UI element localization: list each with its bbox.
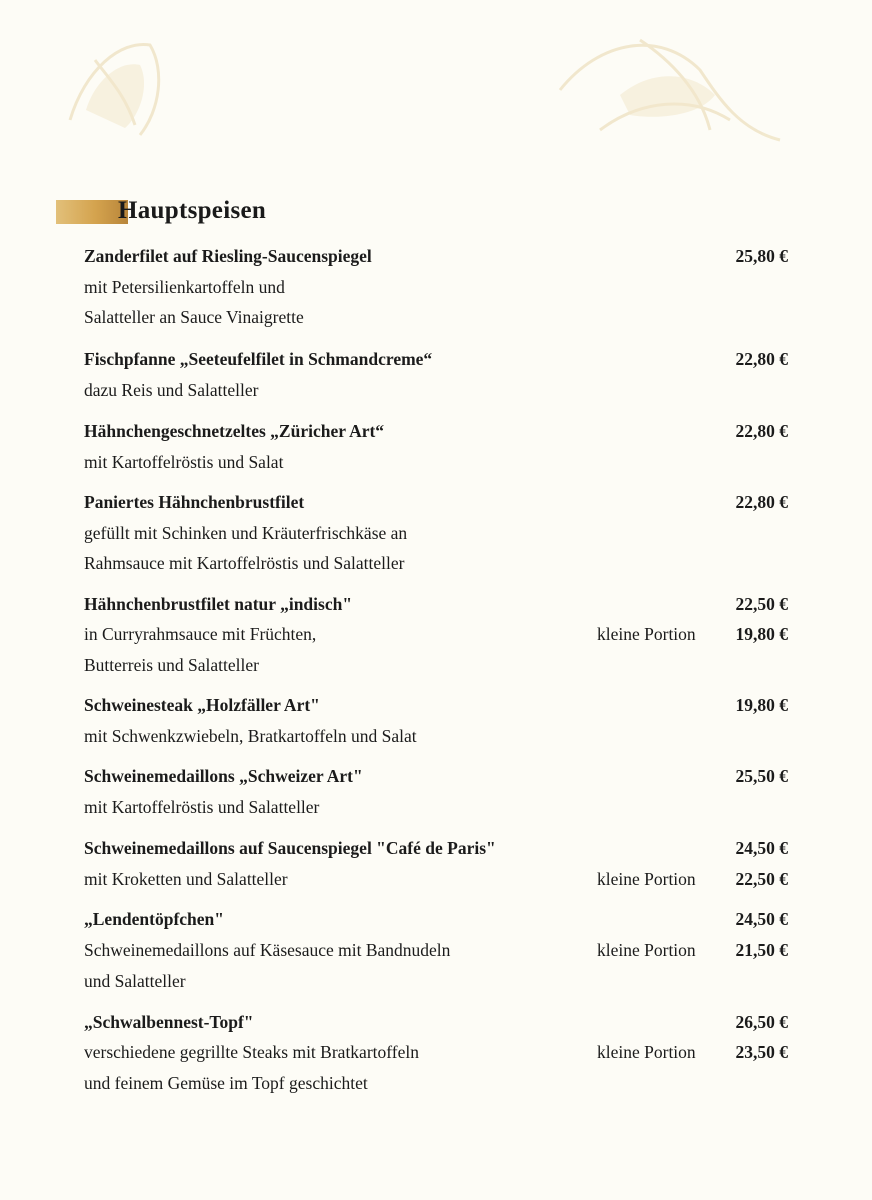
small-portion-price: 19,80 € — [735, 624, 788, 644]
section-heading — [56, 195, 316, 229]
dish-name: „Lendentöpfchen" — [84, 909, 225, 929]
dish-description: dazu Reis und Salatteller — [84, 380, 259, 400]
dish-name: Hähnchengeschnetzeltes „Züricher Art“ — [84, 421, 385, 441]
dish-description: Schweinemedaillons auf Käsesauce mit Bandnudeln — [84, 940, 451, 960]
dish-price: 24,50 € — [735, 838, 788, 858]
small-portion-price: 23,50 € — [735, 1042, 788, 1062]
section-title: Hauptspeisen — [118, 197, 267, 224]
dish-name: Schweinemedaillons „Schweizer Art" — [84, 766, 363, 786]
dish-price: 24,50 € — [735, 909, 788, 929]
dish-description: mit Kroketten und Salatteller — [84, 869, 288, 889]
dish-price: 25,80 € — [735, 246, 788, 266]
dish-description: verschiedene gegrillte Steaks mit Bratkartoffeln — [84, 1042, 419, 1062]
dish-name: Schweinemedaillons auf Saucenspiegel "Café de Paris" — [84, 838, 496, 858]
dish-description: Butterreis und Salatteller — [84, 655, 259, 675]
dish-price: 22,80 € — [735, 492, 788, 512]
small-portion-label: kleine Portion — [597, 869, 696, 889]
dish-description: gefüllt mit Schinken und Kräuterfrischkäse an — [84, 523, 408, 543]
dish-name: Zanderfilet auf Riesling-Saucenspiegel — [84, 246, 372, 266]
small-portion-label: kleine Portion — [597, 940, 696, 960]
dish-price: 25,50 € — [735, 766, 788, 786]
dish-price: 26,50 € — [735, 1012, 788, 1032]
dish-description: in Curryrahmsauce mit Früchten, — [84, 624, 317, 644]
small-portion-label: kleine Portion — [597, 624, 696, 644]
dish-description: und feinem Gemüse im Topf geschichtet — [84, 1073, 368, 1093]
dish-description: mit Petersilienkartoffeln und — [84, 277, 285, 297]
dish-description: mit Kartoffelröstis und Salat — [84, 452, 284, 472]
dish-price: 22,50 € — [735, 594, 788, 614]
dish-description: mit Kartoffelröstis und Salatteller — [84, 797, 320, 817]
dish-name: Hähnchenbrustfilet natur „indisch" — [84, 594, 353, 614]
dish-price: 22,80 € — [735, 421, 788, 441]
dish-name: „Schwalbennest-Topf" — [84, 1012, 254, 1032]
dish-description: mit Schwenkzwiebeln, Bratkartoffeln und Salat — [84, 726, 417, 746]
dish-name: Paniertes Hähnchenbrustfilet — [84, 492, 305, 512]
dish-description: Rahmsauce mit Kartoffelröstis und Salatteller — [84, 553, 405, 573]
small-portion-label: kleine Portion — [597, 1042, 696, 1062]
dish-price: 19,80 € — [735, 695, 788, 715]
dish-price: 22,80 € — [735, 349, 788, 369]
dish-name: Schweinesteak „Holzfäller Art" — [84, 695, 320, 715]
small-portion-price: 22,50 € — [735, 869, 788, 889]
dish-description: und Salatteller — [84, 971, 186, 991]
dish-name: Fischpfanne „Seeteufelfilet in Schmandcreme“ — [84, 349, 433, 369]
dish-description: Salatteller an Sauce Vinaigrette — [84, 307, 304, 327]
small-portion-price: 21,50 € — [735, 940, 788, 960]
